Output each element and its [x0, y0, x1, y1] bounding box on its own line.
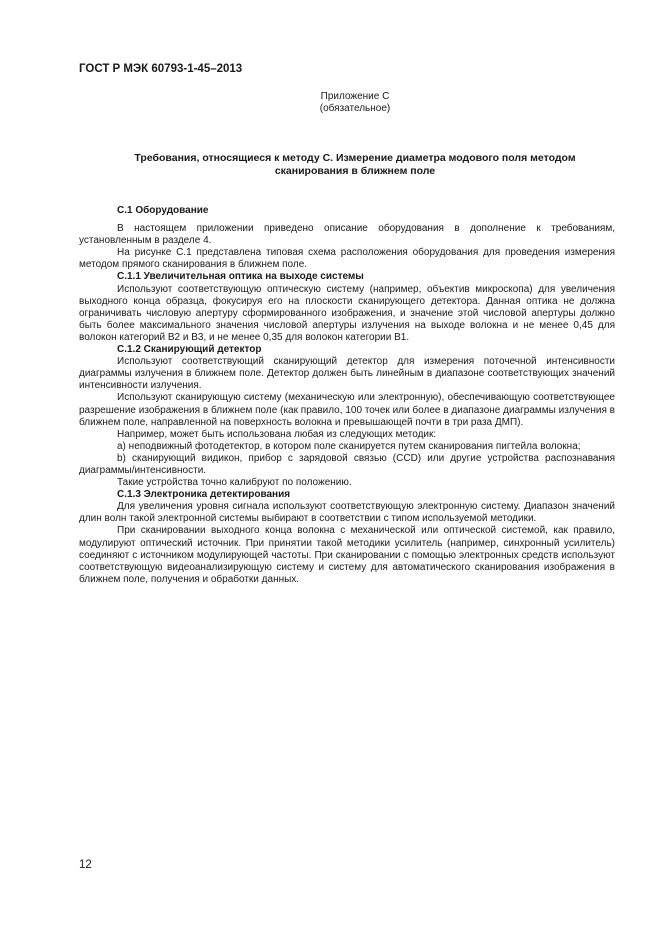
- paragraph: Используют соответствующую оптическую систему (например, объектив микроскопа) для увеличения выходного конца образца, фокусируя его на плоскости сканирующего детектора. Данная оптика не должна ограничивать числовую апертуру сформированного изображения, и значение этой числовой апертуры должно быть более максимального значения числовой апертуры излучения на выходе волокна и не менее 0,45 для волокон категорий B2 и B3, и не менее 0,35 для волокон категории B1.: [79, 283, 615, 343]
- subsection-heading: C.1.1 Увеличительная оптика на выходе системы: [117, 271, 364, 283]
- section-heading: C.1 Оборудование: [117, 205, 209, 216]
- paragraph: Такие устройства точно калибруют по положению.: [117, 477, 352, 489]
- appendix-status: (обязательное): [319, 103, 391, 114]
- title-line-2: сканирования в ближнем поле: [274, 165, 436, 177]
- paragraph: В настоящем приложении приведено описание оборудования в дополнение к требованиям, установленным в разделе 4.: [79, 223, 615, 247]
- subsection-heading: C.1.3 Электроника детектирования: [117, 489, 291, 501]
- paragraph: На рисунке C.1 представлена типовая схема расположения оборудования для проведения измерения методом прямого сканирования в ближнем поле.: [79, 247, 615, 271]
- paragraph: Используют соответствующий сканирующий детектор для измерения поточечной интенсивности диаграммы излучения в ближнем поле. Детектор должен быть линейным в диапазоне соответствующих значений интенсивности излучения.: [79, 356, 615, 392]
- page-number: 12: [79, 859, 92, 871]
- paragraph: Используют сканирующую систему (механическую или электронную), обеспечивающую соответствующее разрешение изображения в ближнем поле (как правило, 100 точек или более в диапазоне диаграммы излучения в ближнем поле, направленной на поверхность волокна и превышающей почти в три раза ДМП).: [79, 392, 615, 428]
- list-item: a) неподвижный фотодетектор, в котором поле сканируется путем сканирования пигтейла волокна;: [117, 440, 581, 452]
- subsection-heading: C.1.2 Сканирующий детектор: [117, 344, 262, 356]
- paragraph: Для увеличения уровня сигнала используют соответствующую электронную систему. Диапазон значений длин волн такой электронной системы выбирают в соответствии с типом используемой методики.: [79, 501, 615, 525]
- document-body: [79, 205, 615, 586]
- list-item: b) сканирующий видикон, прибор с зарядовой связью (CCD) или другие устройства распознавания диаграммы/интенсивности.: [79, 452, 615, 476]
- appendix-label: Приложение C: [320, 91, 390, 102]
- document-header: ГОСТ Р МЭК 60793-1-45–2013: [79, 63, 243, 75]
- title-line-1: Требования, относящиеся к методу C. Измерение диаметра модового поля методом: [134, 152, 576, 164]
- paragraph: При сканировании выходного конца волокна с механической или оптической системой, как правило, модулируют оптический источник. При принятии такой методики усилитель (например, синхронный усилитель) соединяют с источником модулирующей частоты. При сканировании с помощью электронных средств используют соответствующую видеоанализирующую систему и систему для автоматического сканирования изображения в ближнем поле, получения и обработки данных.: [79, 525, 615, 585]
- appendix-title: [95, 152, 615, 178]
- paragraph: Например, может быть использована любая из следующих методик:: [117, 428, 437, 440]
